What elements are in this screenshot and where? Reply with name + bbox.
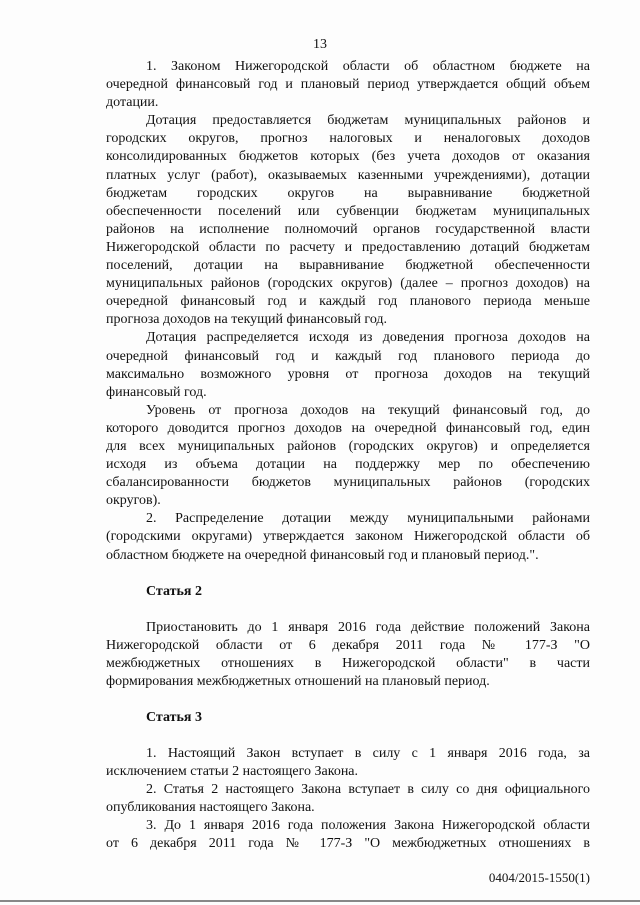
paragraph-line: от 6 декабря 2011 года № 177-З "О межбюджетных отношениях в: [106, 836, 590, 852]
paragraph-line: очередной финансовый год и каждый год планового периода меньше: [106, 294, 590, 310]
paragraph-line: Приостановить до 1 января 2016 года действие положений Закона: [146, 619, 590, 635]
document-body: [106, 58, 590, 854]
paragraph-line: которого доводится прогноз доходов на очередной финансовый год, един: [106, 420, 590, 436]
paragraph-line: Уровень от прогноза доходов на текущий финансовый год, до: [146, 402, 590, 418]
paragraph-line: 2. Статья 2 настоящего Закона вступает в силу со дня официального: [146, 782, 590, 798]
paragraph-line: очередной финансовый год и каждый год планового периода до: [106, 348, 590, 364]
paragraph-line: консолидированных бюджетов которых (без учета доходов от оказания: [106, 149, 590, 165]
paragraph-line: 1. Настоящий Закон вступает в силу с 1 января 2016 года, за: [146, 746, 590, 761]
page-edge-line: [0, 900, 640, 902]
paragraph-line: (городскими округами) утверждается законом Нижегородской области об: [106, 529, 590, 545]
paragraph-line: исключением статьи 2 настоящего Закона.: [106, 764, 359, 780]
paragraph-line: городских округов, прогноз налоговых и неналоговых доходов: [106, 131, 590, 147]
paragraph-line: платных услуг (работ), оказываемых казенными учреждениями), дотации: [106, 167, 590, 183]
paragraph-line: округов).: [106, 493, 161, 509]
paragraph-line: Дотация предоставляется бюджетам муниципальных районов и: [146, 113, 590, 129]
paragraph-line: сбалансированности бюджетов муниципальных районов (городских: [106, 475, 590, 491]
paragraph-line: максимально возможного уровня от прогноза доходов на текущий: [106, 366, 590, 382]
paragraph-line: районов на исполнение полномочий органов государственной власти: [106, 221, 590, 237]
article-2-heading: Статья 2: [146, 583, 202, 599]
paragraph-line: Дотация распределяется исходя из доведения прогноза доходов на: [146, 330, 590, 346]
paragraph-line: прогноза доходов на текущий финансовый год.: [106, 312, 388, 328]
paragraph-line: межбюджетных отношениях в Нижегородской области" в части: [106, 655, 590, 671]
paragraph-line: финансовый год.: [106, 384, 207, 400]
page-number: 13: [313, 37, 327, 52]
paragraph-line: 3. До 1 января 2016 года положения Закона Нижегородской области: [146, 818, 590, 834]
paragraph-line: очередной финансовый год и плановый период утверждается общий объем: [106, 77, 590, 93]
article-3-heading: Статья 3: [146, 710, 202, 725]
paragraph-line: муниципальных районов (городских округов) (далее – прогноз доходов) на: [106, 276, 590, 292]
paragraph-line: Нижегородской области по расчету и предоставлению дотаций бюджетам: [106, 239, 590, 255]
paragraph-line: областном бюджете на очередной финансовый год и плановый период.".: [106, 547, 539, 563]
document-code: 0404/2015-1550(1): [488, 870, 590, 885]
paragraph-line: обеспеченности поселений или субвенции бюджетам муниципальных: [106, 203, 590, 219]
paragraph-line: дотации.: [106, 95, 159, 111]
paragraph-line: Нижегородской области от 6 декабря 2011 года № 177-З "О: [106, 637, 590, 653]
paragraph-line: формирования межбюджетных отношений на плановый период.: [106, 673, 490, 689]
paragraph-line: поселений, дотации на выравнивание бюджетной обеспеченности: [106, 258, 590, 274]
paragraph-line: для всех муниципальных районов (городских округов) и определяется: [106, 438, 590, 454]
paragraph-line: бюджетам городских округов на выравнивание бюджетной: [106, 185, 590, 201]
paragraph-line: 2. Распределение дотации между муниципальными районами: [146, 511, 590, 527]
paragraph-line: исходя из объема дотации на поддержку мер по обеспечению: [106, 457, 590, 473]
paragraph-line: опубликования настоящего Закона.: [106, 800, 315, 816]
paragraph-line: 1. Законом Нижегородской области об областном бюджете на: [146, 59, 590, 74]
